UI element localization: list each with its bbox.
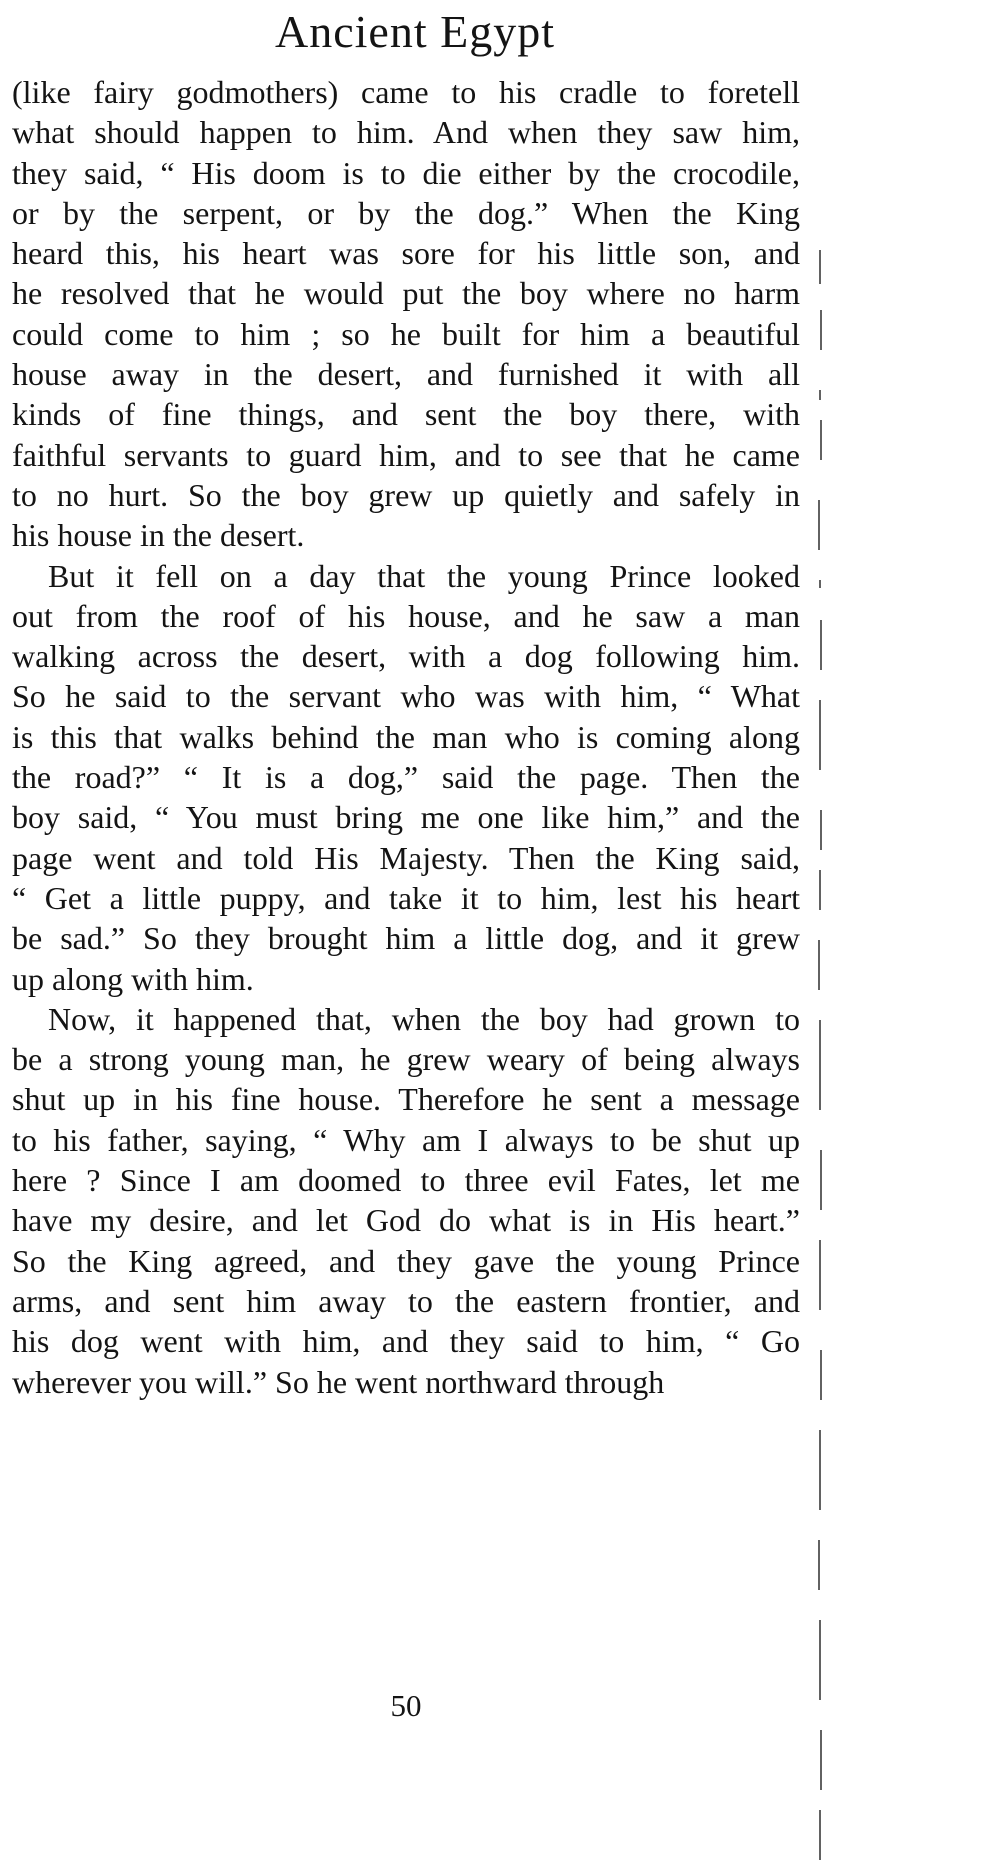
text-line: is this that walks behind the man who is coming along — [12, 718, 800, 755]
text-line: they said, “ His doom is to die either by the crocodile, — [12, 154, 800, 191]
text-line: or by the serpent, or by the dog.” When the King — [12, 194, 800, 231]
paragraph — [12, 72, 800, 556]
text-line: his house in the desert. — [12, 517, 305, 554]
text-line: But it fell on a day that the young Prince looked — [48, 557, 800, 594]
text-line: have my desire, and let God do what is in His heart.” — [12, 1202, 800, 1239]
text-line: could come to him ; so he built for him a beautiful — [12, 315, 800, 352]
text-line: walking across the desert, with a dog following him. — [12, 638, 800, 675]
text-line: Now, it happened that, when the boy had grown to — [48, 1000, 800, 1037]
text-line: faithful servants to guard him, and to see that he came — [12, 436, 800, 473]
running-head: Ancient Egypt — [275, 6, 555, 57]
text-line: the road?” “ It is a dog,” said the page. Then the — [12, 759, 800, 796]
text-line: his dog went with him, and they said to him, “ Go — [12, 1323, 800, 1360]
text-line: “ Get a little puppy, and take it to him, lest his heart — [12, 879, 800, 916]
paragraph — [12, 999, 800, 1402]
page-number: 50 — [390, 1688, 422, 1723]
binding-edge-marks — [814, 250, 828, 1860]
text-line: out from the roof of his house, and he saw a man — [12, 597, 800, 634]
text-line: be a strong young man, he grew weary of being always — [12, 1041, 800, 1078]
text-line: heard this, his heart was sore for his little son, and — [12, 235, 800, 272]
text-line: up along with him. — [12, 960, 254, 997]
text-line: wherever you will.” So he went northward through — [12, 1363, 665, 1400]
text-line: be sad.” So they brought him a little dog, and it grew — [12, 920, 800, 957]
text-line: So the King agreed, and they gave the young Prince — [12, 1242, 800, 1279]
body-text — [12, 72, 800, 1402]
text-line: kinds of fine things, and sent the boy there, with — [12, 396, 800, 433]
text-line: to his father, saying, “ Why am I always to be shut up — [12, 1121, 800, 1158]
text-line: house away in the desert, and furnished it with all — [12, 356, 800, 393]
text-line: So he said to the servant who was with him, “ What — [12, 678, 800, 715]
text-line: page went and told His Majesty. Then the King said, — [12, 839, 800, 876]
text-line: (like fairy godmothers) came to his cradle to foretell — [12, 74, 800, 110]
text-line: he resolved that he would put the boy where no harm — [12, 275, 800, 312]
text-line: shut up in his fine house. Therefore he sent a message — [12, 1081, 800, 1118]
paragraph — [12, 556, 800, 999]
text-line: arms, and sent him away to the eastern frontier, and — [12, 1282, 800, 1319]
text-line: to no hurt. So the boy grew up quietly and safely in — [12, 476, 800, 513]
text-line: here ? Since I am doomed to three evil Fates, let me — [12, 1162, 800, 1199]
text-line: what should happen to him. And when they saw him, — [12, 114, 800, 151]
text-line: boy said, “ You must bring me one like him,” and the — [12, 799, 800, 836]
